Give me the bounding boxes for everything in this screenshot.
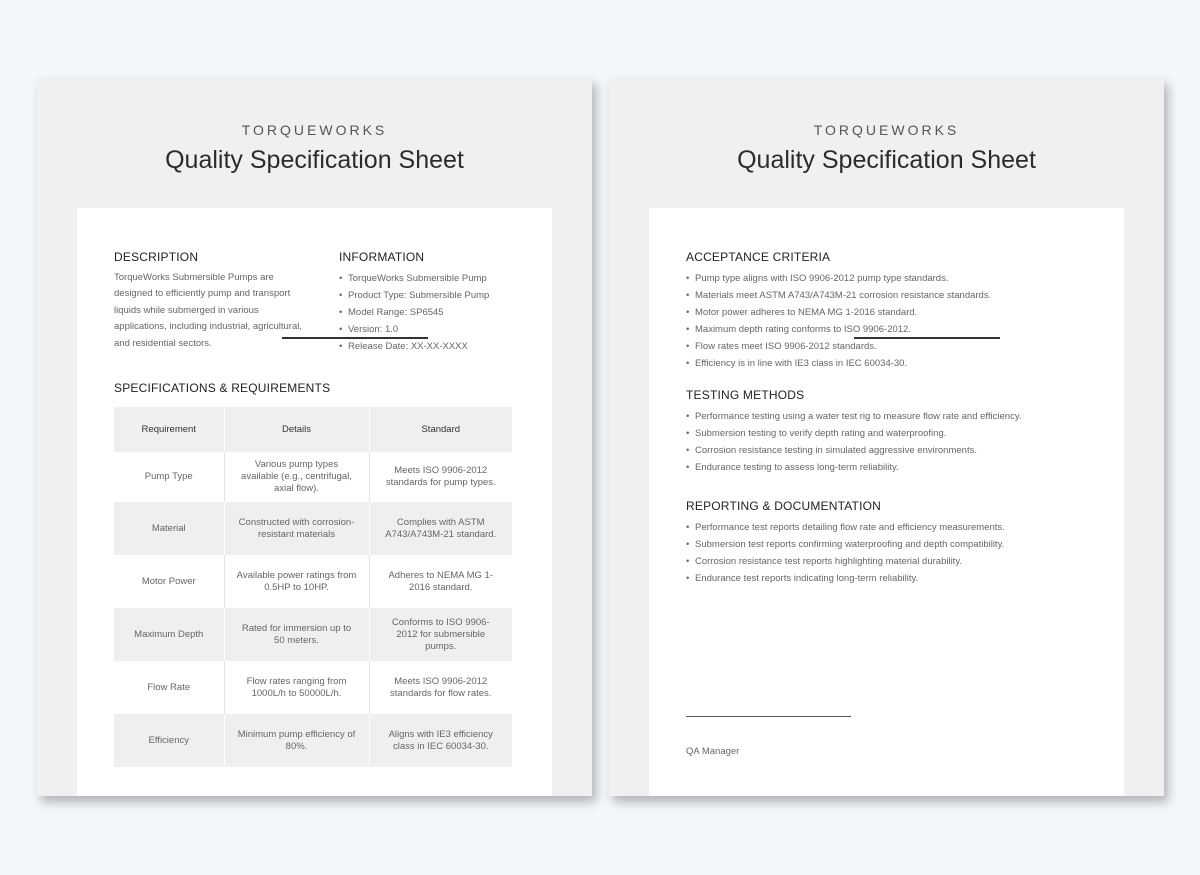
description-line: applications, including industrial, agricultural, [114, 321, 302, 333]
column-header-requirement: Requirement [114, 407, 224, 452]
cell-details: Available power ratings from 0.5HP to 10HP. [224, 555, 369, 608]
information-item: • Release Date: XX-XX-XXXX [339, 338, 489, 355]
cell-requirement: Efficiency [114, 714, 224, 767]
document-title: Quality Specification Sheet [165, 146, 464, 174]
information-heading: INFORMATION [339, 250, 425, 264]
description-line: designed to efficiently pump and transport [114, 288, 291, 300]
cell-standard: Conforms to ISO 9906-2012 for submersible pumps. [369, 608, 512, 661]
table-header-row [114, 407, 512, 452]
document-page-2 [609, 78, 1164, 796]
specs-heading: SPECIFICATIONS & REQUIREMENTS [114, 381, 331, 395]
cell-standard: Adheres to NEMA MG 1-2016 standard. [369, 555, 512, 608]
testing-heading: TESTING METHODS [686, 388, 805, 402]
information-list [339, 270, 489, 355]
table-row [114, 452, 512, 502]
reporting-item: • Corrosion resistance test reports highlighting material durability. [686, 553, 1005, 570]
cell-requirement: Motor Power [141, 575, 196, 587]
cell-standard: Aligns with IE3 efficiency class in IEC 60034-30. [369, 714, 512, 767]
cell-details: Various pump types available (e.g., centrifugal, axial flow). [224, 452, 369, 502]
brand-name: TORQUEWORKS [241, 122, 388, 138]
brand-name: TORQUEWORKS [813, 122, 960, 138]
information-item: • Product Type: Submersible Pump [339, 287, 489, 304]
document-title: Quality Specification Sheet [737, 146, 1036, 174]
column-header-details: Details [224, 407, 369, 452]
description-text [114, 270, 314, 352]
cell-details: Minimum pump efficiency of 80%. [224, 714, 369, 767]
signature-line [686, 716, 851, 717]
cell-requirement: Material [114, 502, 224, 555]
acceptance-item: • Flow rates meet ISO 9906-2012 standards. [686, 338, 991, 355]
acceptance-item: • Materials meet ASTM A743/A743M-21 corrosion resistance standards. [686, 287, 991, 304]
acceptance-item: • Maximum depth rating conforms to ISO 9906-2012. [686, 321, 991, 338]
description-line: TorqueWorks Submersible Pumps are [114, 272, 274, 283]
column-header-standard: Standard [369, 407, 512, 452]
content-card [77, 208, 552, 796]
acceptance-item: • Motor power adheres to NEMA MG 1-2016 standard. [686, 304, 991, 321]
testing-item: • Corrosion resistance testing in simulated aggressive environments. [686, 442, 1022, 459]
information-item: • TorqueWorks Submersible Pump [339, 270, 489, 287]
acceptance-item: • Pump type aligns with ISO 9906-2012 pump type standards. [686, 270, 991, 287]
document-page-1 [37, 78, 592, 796]
reporting-list [686, 519, 1005, 587]
description-line: liquids while submerged in various [114, 304, 259, 316]
testing-item: • Endurance testing to assess long-term reliability. [686, 459, 1022, 476]
reporting-item: • Endurance test reports indicating long-term reliability. [686, 570, 1005, 587]
cell-details: Constructed with corrosion-resistant materials [224, 502, 369, 555]
table-row [114, 661, 512, 714]
testing-item: • Submersion testing to verify depth rating and waterproofing. [686, 425, 1022, 442]
reporting-item: • Performance test reports detailing flow rate and efficiency measurements. [686, 519, 1005, 536]
acceptance-list [686, 270, 991, 372]
cell-details: Flow rates ranging from 1000L/h to 50000L/h. [224, 661, 369, 714]
table-row [114, 608, 512, 661]
reporting-heading: REPORTING & DOCUMENTATION [686, 499, 882, 513]
cell-standard: Meets ISO 9906-2012 standards for flow rates. [369, 661, 512, 714]
information-item: • Model Range: SP6545 [339, 304, 489, 321]
table-row [114, 502, 512, 555]
specs-table [114, 407, 512, 767]
table-row [114, 714, 512, 767]
description-heading: DESCRIPTION [114, 250, 199, 264]
table-row [114, 555, 512, 608]
information-item: • Version: 1.0 [339, 321, 489, 338]
cell-requirement: Pump Type [144, 471, 193, 482]
signature-label: QA Manager [686, 746, 740, 757]
content-card [649, 208, 1124, 796]
cell-standard: Complies with ASTM A743/A743M-21 standard. [369, 502, 512, 555]
cell-details: Rated for immersion up to 50 meters. [224, 608, 369, 661]
acceptance-item: • Efficiency is in line with IE3 class in IEC 60034-30. [686, 355, 991, 372]
testing-list [686, 408, 1022, 476]
cell-standard: Meets ISO 9906-2012 standards for pump types. [369, 452, 512, 502]
testing-item: • Performance testing using a water test rig to measure flow rate and efficiency. [686, 408, 1022, 425]
cell-requirement: Maximum Depth [114, 608, 224, 661]
cell-requirement: Flow Rate [147, 681, 191, 693]
description-line: and residential sectors. [114, 337, 212, 349]
reporting-item: • Submersion test reports confirming waterproofing and depth compatibility. [686, 536, 1005, 553]
acceptance-heading: ACCEPTANCE CRITERIA [686, 250, 831, 264]
